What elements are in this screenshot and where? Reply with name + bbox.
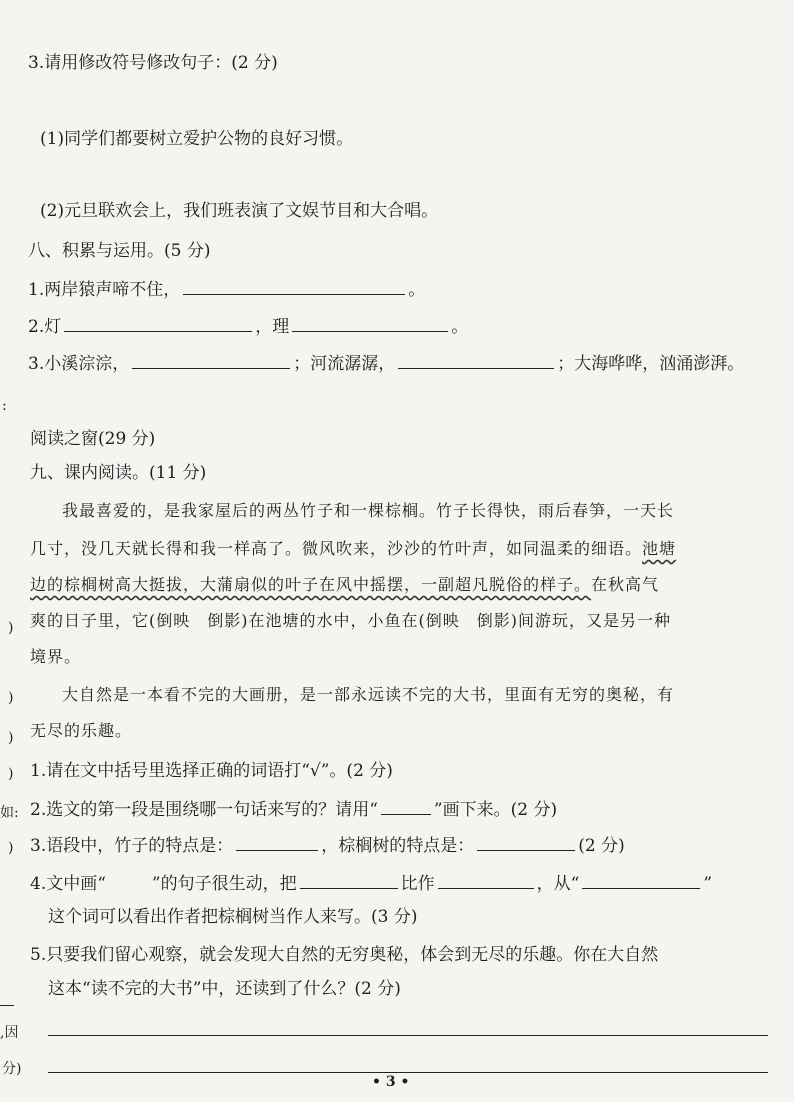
sec8-title: 八、积累与运用。(5 分) xyxy=(28,241,211,261)
margin-ru: 如: xyxy=(0,805,19,821)
q7-3-sentence-2: (2)元旦联欢会上，我们班表演了文娱节目和大合唱。 xyxy=(40,201,439,221)
answer-blank[interactable] xyxy=(398,352,554,369)
question-1: 1.请在文中括号里选择正确的词语打“√”。(2 分) xyxy=(30,761,393,781)
margin-paren: ) xyxy=(8,690,14,706)
margin-paren: ) xyxy=(8,840,14,856)
sec8-item-3-end: ；大海哗哗，汹涌澎湃。 xyxy=(557,354,745,374)
wavy-underlined-text: 边的棕榈树高大挺拔，大蒲扇似的叶子在风中摇摆，一副超凡脱俗的样子。 xyxy=(30,575,592,594)
passage-line: 爽的日子里，它(倒映 倒影)在池塘的水中，小鱼在(倒映 倒影)间游玩，又是另一种 xyxy=(30,611,671,630)
question-2-end: ”画下来。(2 分) xyxy=(433,800,558,820)
answer-blank[interactable] xyxy=(64,315,252,332)
sec8-item-2-mid: ，理 xyxy=(255,317,290,337)
sec8-item-2 xyxy=(28,315,468,338)
passage-line: 我最喜爱的，是我家屋后的两丛竹子和一棵棕榈。竹子长得快，雨后春笋，一天长 xyxy=(62,501,675,520)
question-4-line-2: 这个词可以看出作者把棕榈树当作人来写。(3 分) xyxy=(48,907,418,927)
margin-yin: ,因 xyxy=(0,1025,19,1041)
question-4-end: ” xyxy=(703,874,713,894)
wavy-mark xyxy=(106,873,152,895)
answer-blank[interactable] xyxy=(292,315,448,332)
margin-paren: ) xyxy=(8,766,14,782)
answer-blank[interactable] xyxy=(300,872,398,889)
question-3 xyxy=(30,834,625,857)
passage-line xyxy=(30,538,676,560)
question-3-score: (2 分) xyxy=(578,836,625,856)
passage-line: 无尽的乐趣。 xyxy=(30,721,133,740)
question-4-mid2: 比作 xyxy=(400,874,435,894)
sec8-item-3 xyxy=(28,352,744,375)
passage-line: 大自然是一本看不完的大画册，是一部永远读不完的大书，里面有无穷的奥秘，有 xyxy=(62,685,675,704)
sec8-item-1 xyxy=(28,278,425,301)
passage-text: 在秋高气 xyxy=(591,575,660,594)
passage-line xyxy=(30,574,659,596)
question-5-line-2: 这本“读不完的大书”中，还读到了什么？(2 分) xyxy=(48,979,401,999)
q7-3-sentence-1: (1)同学们都要树立爱护公物的良好习惯。 xyxy=(40,129,354,149)
sec8-item-2-end: 。 xyxy=(451,317,469,337)
sec8-item-3-mid: ；河流潺潺， xyxy=(293,354,396,374)
sec8-item-1-end: 。 xyxy=(408,280,426,300)
answer-blank[interactable] xyxy=(132,352,290,369)
answer-blank[interactable] xyxy=(477,834,575,851)
margin-colon: : xyxy=(2,398,7,414)
question-3-mid: ，棕榈树的特点是： xyxy=(321,836,475,856)
margin-fen: 分) xyxy=(2,1061,22,1077)
question-3-text: 3.语段中，竹子的特点是： xyxy=(30,836,234,856)
answer-blank[interactable] xyxy=(236,834,318,851)
question-2-text: 2.选文的第一段是围绕哪一句话来写的？请用“ xyxy=(30,800,378,820)
margin-paren: ) xyxy=(8,620,14,636)
question-4-mid: ”的句子很生动，把 xyxy=(151,874,297,894)
answer-blank[interactable] xyxy=(582,872,700,889)
sec8-item-1-text: 1.两岸猿声啼不住， xyxy=(28,280,181,300)
sec9-title: 九、课内阅读。(11 分) xyxy=(30,463,207,483)
passage-text: 几寸，没几天就长得和我一样高了。微风吹来，沙沙的竹叶声，如同温柔的细语。 xyxy=(30,539,643,558)
answer-blank[interactable] xyxy=(381,798,431,815)
answer-blank[interactable] xyxy=(438,872,534,889)
question-5: 5.只要我们留心观察，就会发现大自然的无穷奥秘，体会到无尽的乐趣。你在大自然 xyxy=(30,945,659,965)
margin-paren: ) xyxy=(8,730,14,746)
sec8-item-2-text: 2.灯 xyxy=(28,317,62,337)
reading-window-title: 阅读之窗(29 分) xyxy=(30,429,156,449)
margin-dash xyxy=(0,1005,14,1006)
question-4-text: 4.文中画“ xyxy=(30,874,106,894)
sec8-item-3-text: 3.小溪淙淙， xyxy=(28,354,130,374)
answer-line[interactable] xyxy=(48,1034,768,1036)
q7-3-title: 3.请用修改符号修改句子：(2 分) xyxy=(28,53,278,73)
passage-line: 境界。 xyxy=(30,647,82,666)
answer-line[interactable] xyxy=(48,1071,768,1073)
answer-blank[interactable] xyxy=(183,278,405,295)
wavy-underlined-text: 池塘 xyxy=(642,539,677,558)
question-4 xyxy=(30,872,712,895)
page-number: • 3 • xyxy=(372,1074,410,1090)
question-4-mid3: ，从“ xyxy=(536,874,580,894)
question-2 xyxy=(30,798,557,821)
